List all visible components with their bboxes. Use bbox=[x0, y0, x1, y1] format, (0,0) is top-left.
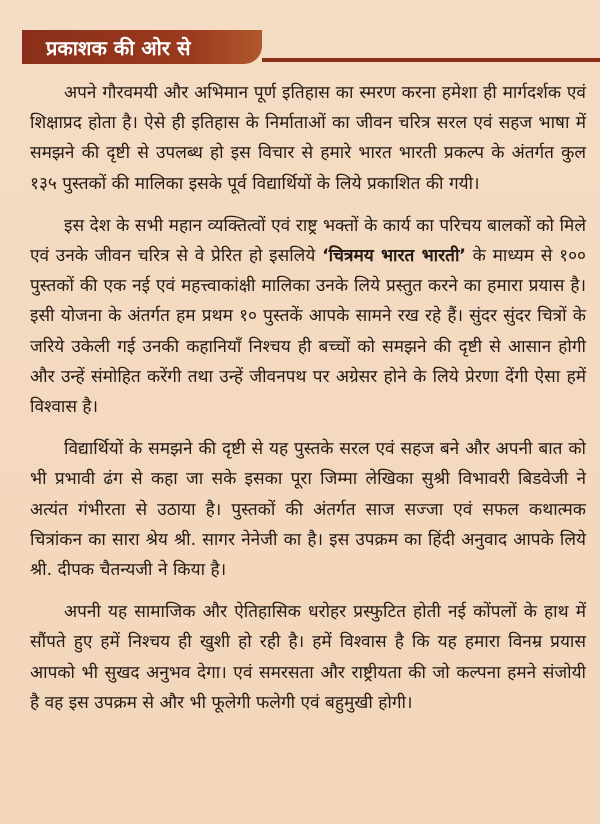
paragraph-2 bbox=[30, 211, 586, 422]
paragraph-4: अपनी यह सामाजिक और ऐतिहासिक धरोहर प्रस्फुटित होती नई कोंपलों के हाथ में सौंपते हुए हमें निश्चय ही खुशी हो रही है। हमें विश्वास है कि यह हमारा विनम्र प्रयास आपको भी सुखद अनुभव देगा। एवं समरसता और राष्ट्रीयता की जो कल्पना हमने संजोयी है वह इस उपक्रम से और भी फूलेगी फलेगी एवं बहुमुखी होगी। bbox=[30, 602, 586, 713]
paragraph-2-lead: इस देश के सभी महान व्यक्तित्वों एवं राष्ट्र भक्तों के कार्य का परिचय बालकों को मिले एवं उनके जीवन चरित्र से वे प्रेरित हो इसलिये bbox=[30, 215, 586, 267]
body-text bbox=[30, 78, 586, 718]
paragraph-1: अपने गौरवमयी और अभिमान पूर्ण इतिहास का स्मरण करना हमेशा ही मार्गदर्शक एवं शिक्षाप्रद होता है। ऐसे ही इतिहास के निर्माताओं का जीवन चरित्र सरल एवं सहज भाषा में समझने की दृष्टी से उपलब्ध हो इस विचार से हमारे भारत भारती प्रकल्प के अंतर्गत कुल १३५ पुस्तकों की मालिका इसके पूर्व विद्यार्थियों के लिये प्रकाशित की गयी। bbox=[30, 83, 586, 194]
section-title: प्रकाशक की ओर से bbox=[46, 36, 191, 60]
paragraph-3: विद्यार्थियों के समझने की दृष्टी से यह पुस्तके सरल एवं सहज बने और अपनी बात को भी प्रभावी ढंग से कहा जा सके इसका पूरा जिम्मा लेखिका सुश्री विभावरी बिडवेजी ने अत्यंत गंभीरता से उठाया है। पुस्तकों की अंतर्गत साज सज्जा एवं सफल कथात्मक चित्रांकन का सारा श्रेय श्री. सागर नेनेजी का है। इस उपक्रम का हिंदी अनुवाद आपके लिये श्री. दीपक चैतन्यजी ने किया है। bbox=[30, 439, 586, 581]
header-rule bbox=[262, 58, 600, 62]
book-series-name: ‘चित्रमय भारत भारती’ bbox=[322, 246, 466, 267]
paragraph-2-rest: के माध्यम से १०० पुस्तकों की एक नई एवं महत्त्वाकांक्षी मालिका उनके लिये प्रस्तुत करने का हमारा प्रयास है। इसी योजना के अंतर्गत हम प्रथम १० पुस्तकें आपके सामने रख रहे हैं। सुंदर सुंदर चित्रों के जरिये उकेली गई उनकी कहानियाँ निश्चय ही बच्चों को समझने की दृष्टी से आसान होगी और उन्हें संमोहित करेंगी तथा उन्हें जीवनपथ पर अग्रेसर होने के लिये प्रेरणा देंगी ऐसा हमें विश्वास है। bbox=[30, 246, 586, 418]
